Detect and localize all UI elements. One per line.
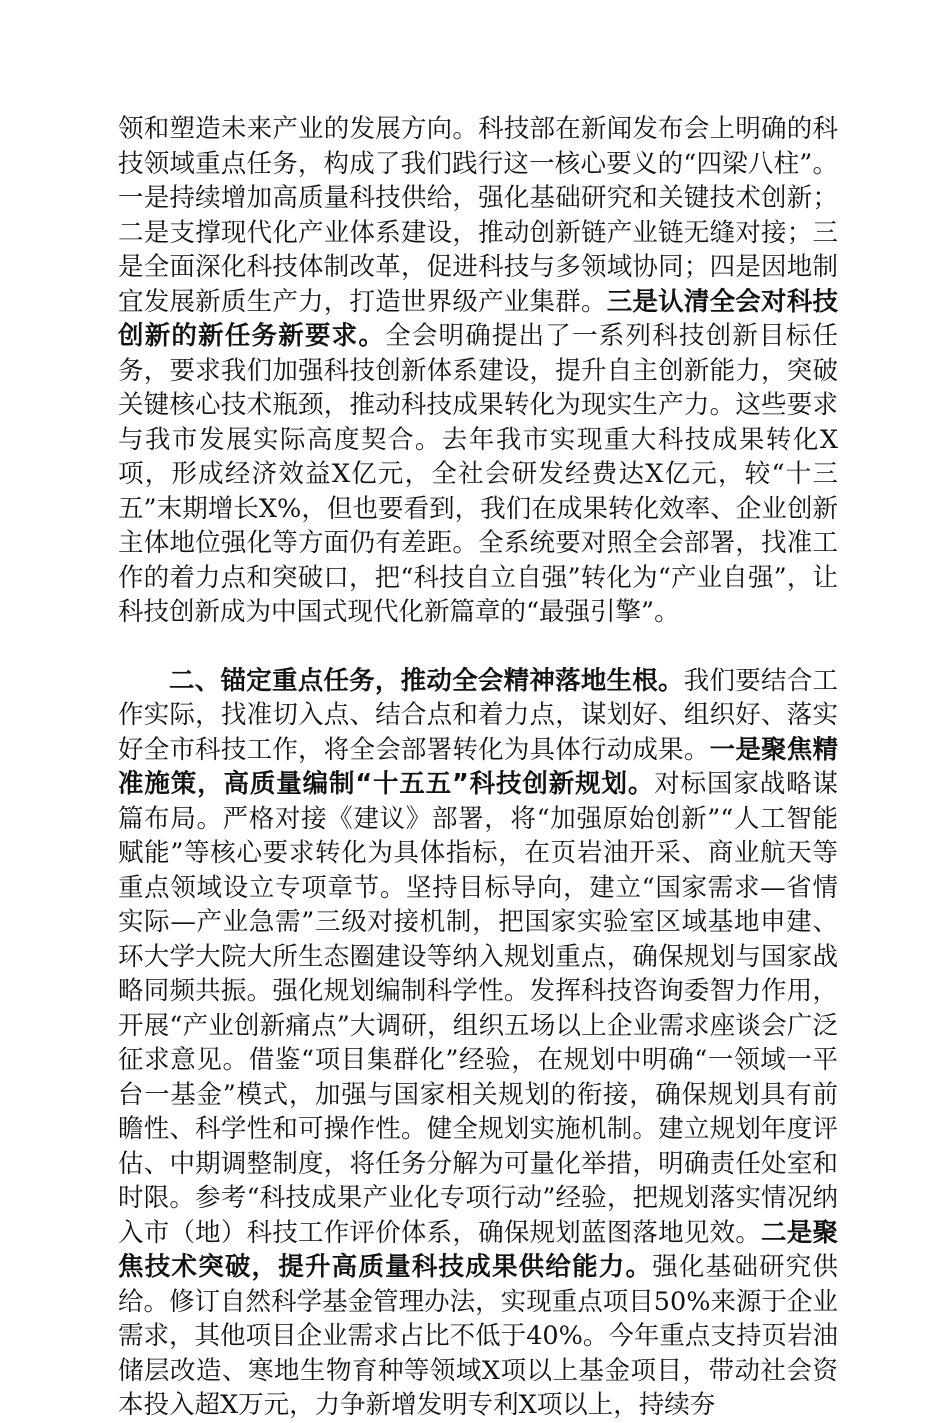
section-heading: 二、锚定重点任务，推动全会精神落地生根。 <box>169 665 684 696</box>
paragraph-2 <box>118 664 838 1423</box>
document-body <box>118 112 838 1423</box>
paragraph-1-bold-point: 三是认清全会对科技创新的新任务新要求。 <box>118 286 838 351</box>
paragraph-2-text-e: 强化基础研究供给。修订自然科学基金管理办法，实现重点项目50%来源于企业需求，其他项目企业需求占比不低于40%。今年重点支持页岩油储层改造、寒地生物育种等领域X项以上基金项目，带动社会资本投入超X万元，力争新增发明专利X项以上，持续夯 <box>118 1252 838 1420</box>
paragraph-1-text-c: 全会明确提出了一系列科技创新目标任务，要求我们加强科技创新体系建设，提升自主创新能力，突破关键核心技术瓶颈，推动科技成果转化为现实生产力。这些要求与我市发展实际高度契合。去年我市实现重大科技成果转化X项，形成经济效益X亿元，全社会研发经费达X亿元，较“十三五”末期增长X%，但也要看到，我们在成果转化效率、企业创新主体地位强化等方面仍有差距。全系统要对照全会部署，找准工作的着力点和突破口，把“科技自立自强”转化为“产业自强”，让科技创新成为中国式现代化新篇章的“最强引擎”。 <box>118 321 838 627</box>
paragraph-1 <box>118 112 838 630</box>
paragraph-1-text-a: 领和塑造未来产业的发展方向。科技部在新闻发布会上明确的科技领域重点任务，构成了我们践行这一核心要义的“四梁八柱”。一是持续增加高质量科技供给，强化基础研究和关键技术创新；二是支撑现代化产业体系建设，推动创新链产业链无缝对接；三是全面深化科技体制改革，促进科技与多领域协同；四是因地制宜发展新质生产力，打造世界级产业集群。 <box>118 114 838 317</box>
paragraph-2-text-a: 我们要结合工作实际，找准切入点、结合点和着力点，谋划好、组织好、落实好全市科技工作，将全会部署转化为具体行动成果。 <box>118 665 838 765</box>
paragraph-2-bold-point-2: 二是聚焦技术突破，提升高质量科技成果供给能力。 <box>118 1217 838 1282</box>
paragraph-2-bold-point-1: 一是聚焦精准施策，高质量编制“十五五”科技创新规划。 <box>118 734 838 799</box>
paragraph-2-text-c: 对标国家战略谋篇布局。严格对接《建议》部署，将“加强原始创新”“人工智能赋能”等核心要求转化为具体指标，在页岩油开采、商业航天等重点领域设立专项章节。坚持目标导向，建立“国家需求—省情实际—产业急需”三级对接机制，把国家实验室区域基地申建、环大学大院大所生态圈建设等纳入规划重点，确保规划与国家战略同频共振。强化规划编制科学性。发挥科技咨询委智力作用，开展“产业创新痛点”大调研，组织五场以上企业需求座谈会广泛征求意见。借鉴“项目集群化”经验，在规划中明确“一领域一平台一基金”模式，加强与国家相关规划的衔接，确保规划具有前瞻性、科学性和可操作性。健全规划实施机制。建立规划年度评估、中期调整制度，将任务分解为可量化举措，明确责任处室和时限。参考“科技成果产业化专项行动”经验，把规划落实情况纳入市（地）科技工作评价体系，确保规划蓝图落地见效。 <box>118 769 838 1248</box>
